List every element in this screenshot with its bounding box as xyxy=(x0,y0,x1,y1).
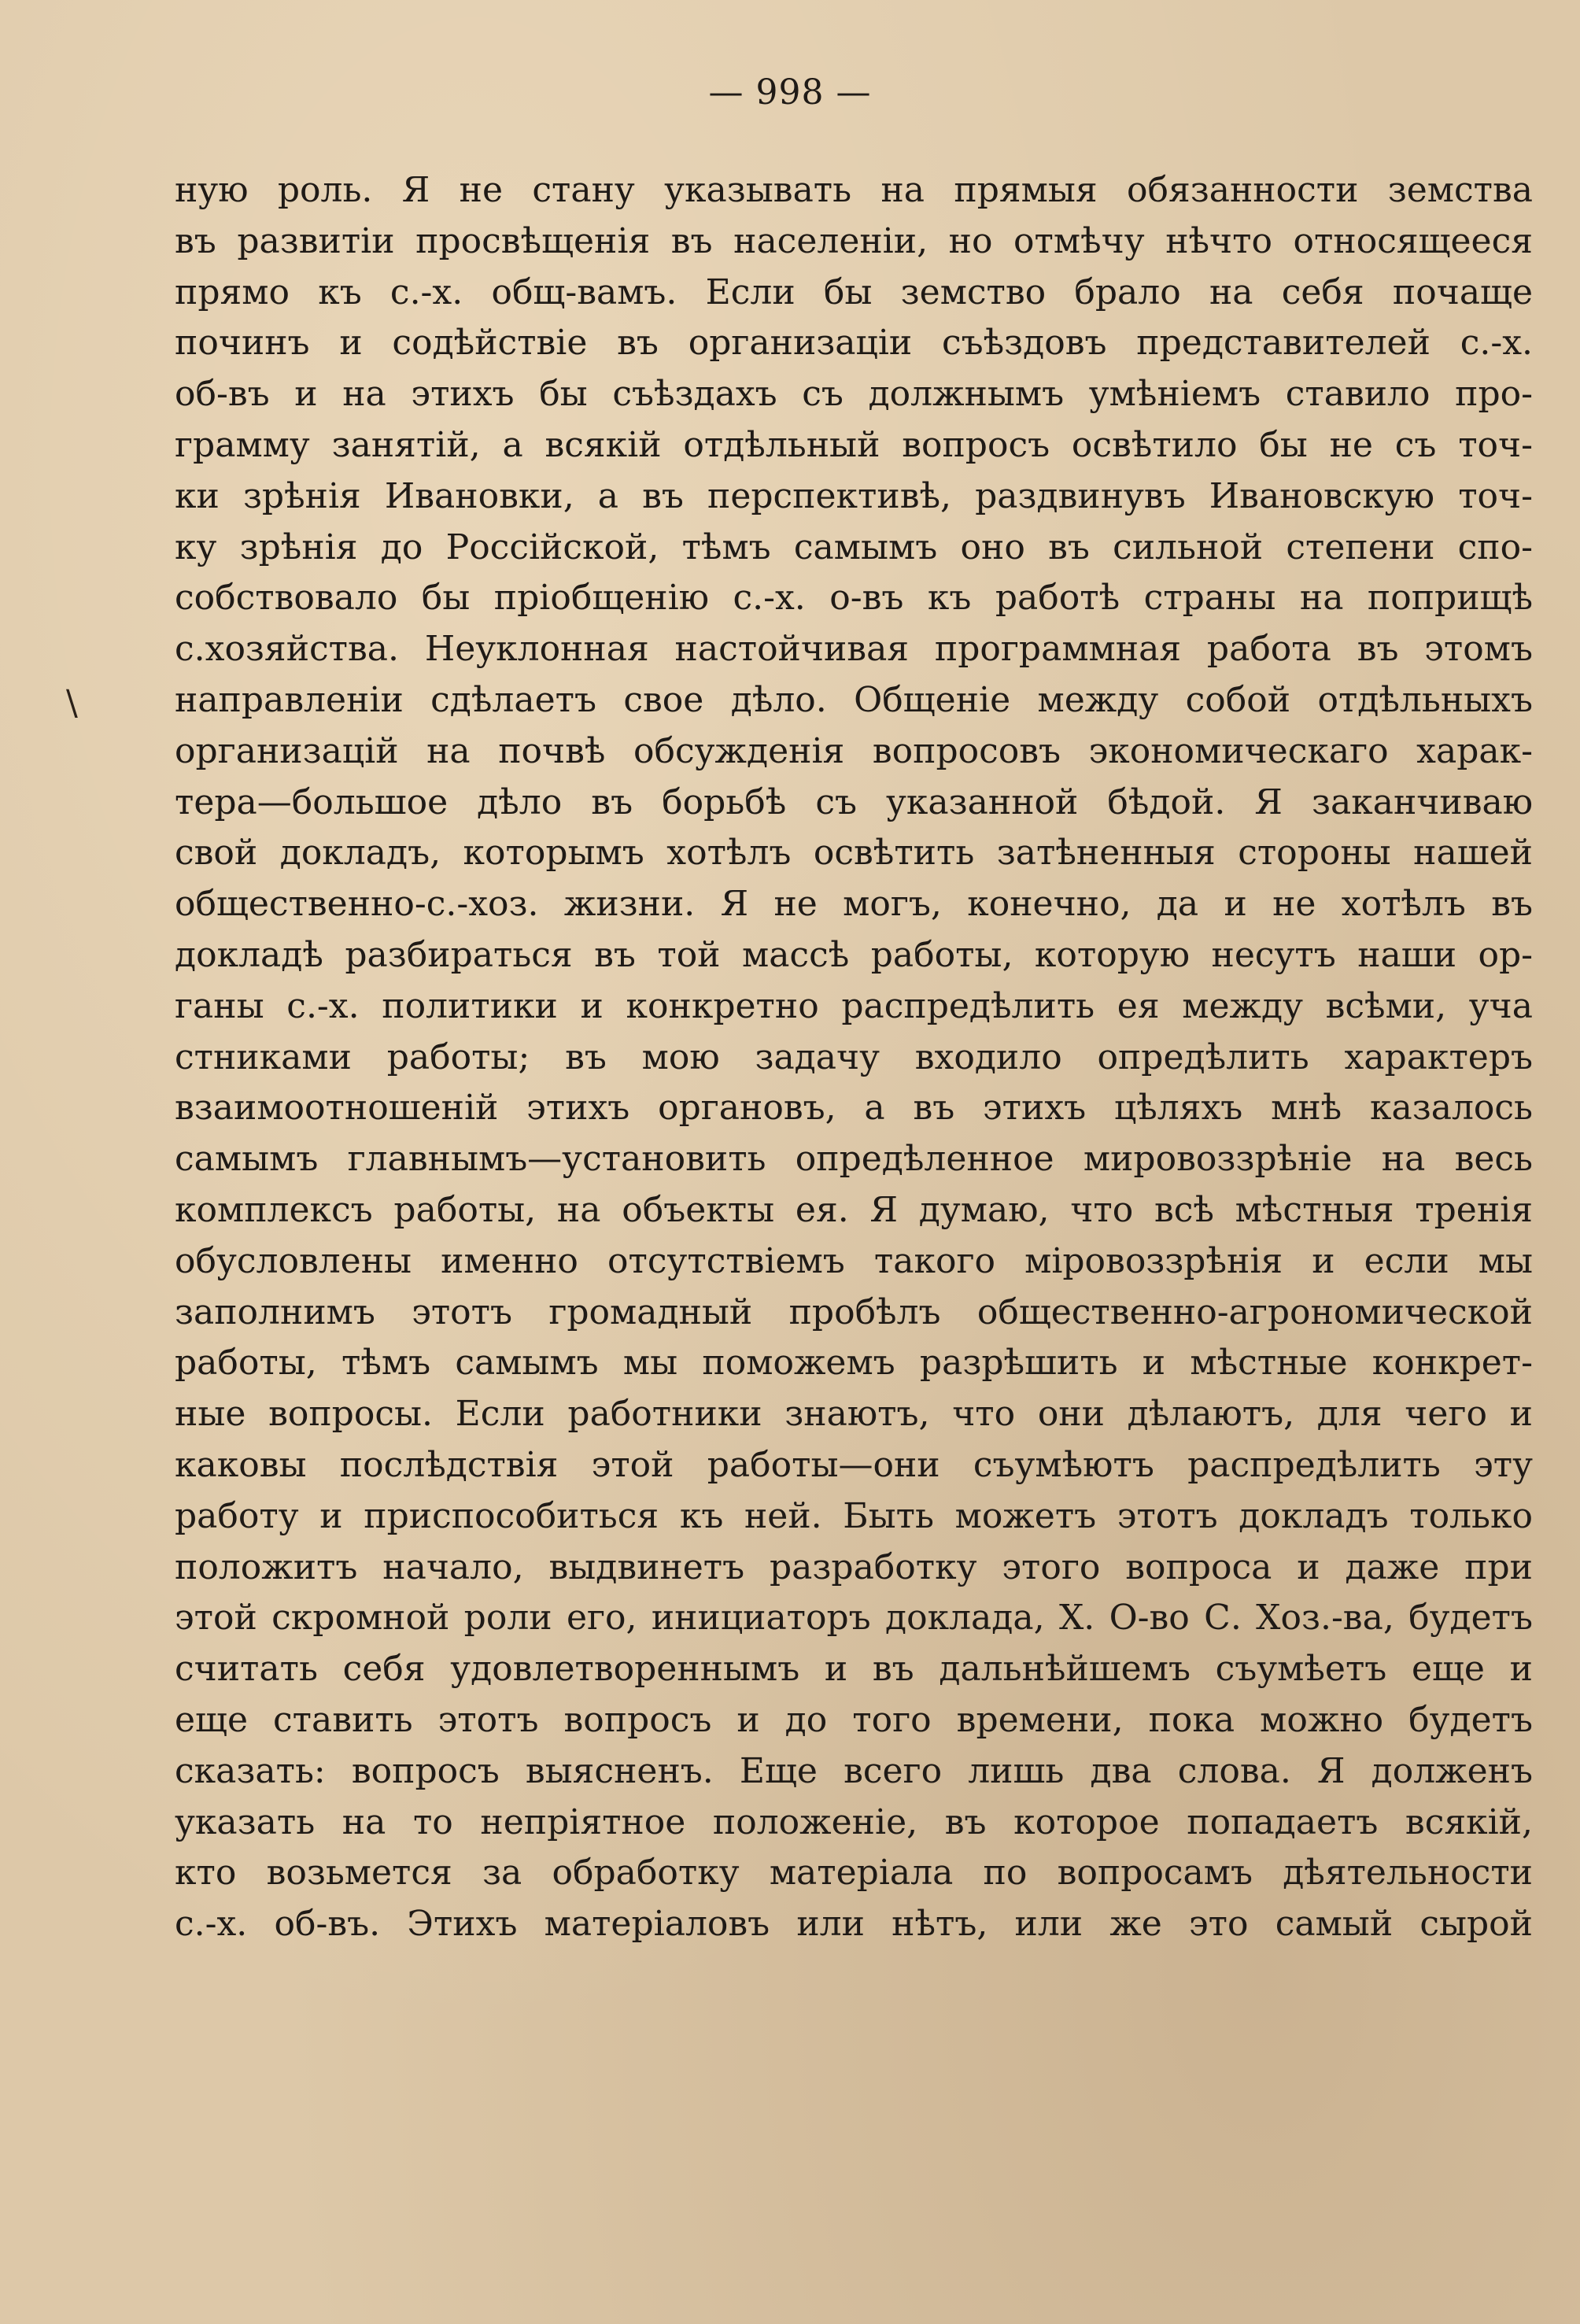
text-line: прямо къ с.-х. общ-вамъ. Если бы земство брало на себя почаще xyxy=(175,272,1533,312)
margin-mark: \ xyxy=(66,683,78,723)
text-line: общественно-с.-хоз. жизни. Я не могъ, конечно, да и не хотѣлъ въ xyxy=(175,884,1533,925)
text-line: указать на то непрiятное положенiе, въ которое попадаетъ всякiй, xyxy=(175,1801,1533,1842)
text-line: работу и приспособиться къ ней. Быть можетъ этотъ докладъ только xyxy=(175,1495,1533,1536)
text-line: кто возьмется за обработку матерiала по вопросамъ дѣятельности xyxy=(175,1853,1533,1894)
text-line: с.-х. об-въ. Этихъ матерiаловъ или нѣтъ, или же это самый сырой xyxy=(175,1904,1533,1945)
text-line: организацiй на почвѣ обсужденiя вопросовъ экономическаго харак- xyxy=(175,730,1533,771)
text-line: грамму занятiй, а всякiй отдѣльный вопросъ освѣтило бы не съ точ- xyxy=(175,424,1533,465)
text-line: ку зрѣнiя до Россiйской, тѣмъ самымъ оно въ сильной степени спо- xyxy=(175,527,1533,567)
text-line: ные вопросы. Если работники знаютъ, что они дѣлаютъ, для чего и xyxy=(175,1394,1533,1435)
text-line: направленiи сдѣлаетъ свое дѣло. Общенiе между собой отдѣльныхъ xyxy=(175,679,1533,720)
text-line: свой докладъ, которымъ хотѣлъ освѣтить затѣненныя стороны нашей xyxy=(175,833,1533,874)
text-line: взаимоотношенiй этихъ органовъ, а въ этихъ цѣляхъ мнѣ казалось xyxy=(175,1088,1533,1129)
body-text xyxy=(175,165,1533,1950)
text-line: комплексъ работы, на объекты ея. Я думаю, что всѣ мѣстныя тренiя xyxy=(175,1189,1533,1230)
text-line: ганы с.-х. политики и конкретно распредѣлить ея между всѣми, уча xyxy=(175,985,1533,1026)
text-line: ную роль. Я не стану указывать на прямыя обязанности земства xyxy=(175,170,1533,210)
text-line: каковы послѣдствiя этой работы—они съумѣютъ распредѣлить эту xyxy=(175,1444,1533,1485)
text-line: сказать: вопросъ выясненъ. Еще всего лишь два слова. Я долженъ xyxy=(175,1750,1533,1791)
text-line: работы, тѣмъ самымъ мы поможемъ разрѣшить и мѣстные конкрет- xyxy=(175,1343,1533,1384)
text-line: еще ставить этотъ вопросъ и до того времени, пока можно будетъ xyxy=(175,1699,1533,1740)
text-line: въ развитiи просвѣщенiя въ населенiи, но отмѣчу нѣчто относящееся xyxy=(175,220,1533,261)
text-line: заполнимъ этотъ громадный пробѣлъ общественно-агрономической xyxy=(175,1291,1533,1332)
text-line: самымъ главнымъ—установить опредѣленное мировоззрѣнiе на весь xyxy=(175,1139,1533,1180)
text-line: считать себя удовлетвореннымъ и въ дальнѣйшемъ съумѣетъ еще и xyxy=(175,1649,1533,1690)
text-line: этой скромной роли его, инициаторъ доклада, Х. О-во С. Хоз.-ва, будетъ xyxy=(175,1598,1533,1639)
text-line: положитъ начало, выдвинетъ разработку этого вопроса и даже при xyxy=(175,1546,1533,1587)
text-line: собствовало бы прiобщенiю с.-х. о-въ къ работѣ страны на поприщѣ xyxy=(175,578,1533,619)
page-number: — 998 — xyxy=(708,72,872,113)
text-line: с.хозяйства. Неуклонная настойчивая программная работа въ этомъ xyxy=(175,629,1533,670)
text-line: ки зрѣнiя Ивановки, а въ перспективѣ, раздвинувъ Ивановскую точ- xyxy=(175,475,1533,516)
text-line: тера—большое дѣло въ борьбѣ съ указанной бѣдой. Я заканчиваю xyxy=(175,781,1533,822)
text-line: починъ и содѣйствiе въ организацiи съѣздовъ представителей с.-х. xyxy=(175,323,1533,364)
text-line: об-въ и на этихъ бы съѣздахъ съ должнымъ умѣнiемъ ставило про- xyxy=(175,374,1533,415)
text-line: стниками работы; въ мою задачу входило опредѣлить характеръ xyxy=(175,1036,1533,1077)
text-line: обусловлены именно отсутствiемъ такого мiровоззрѣнiя и если мы xyxy=(175,1240,1533,1281)
text-line: докладѣ разбираться въ той массѣ работы, которую несутъ наши ор- xyxy=(175,934,1533,975)
